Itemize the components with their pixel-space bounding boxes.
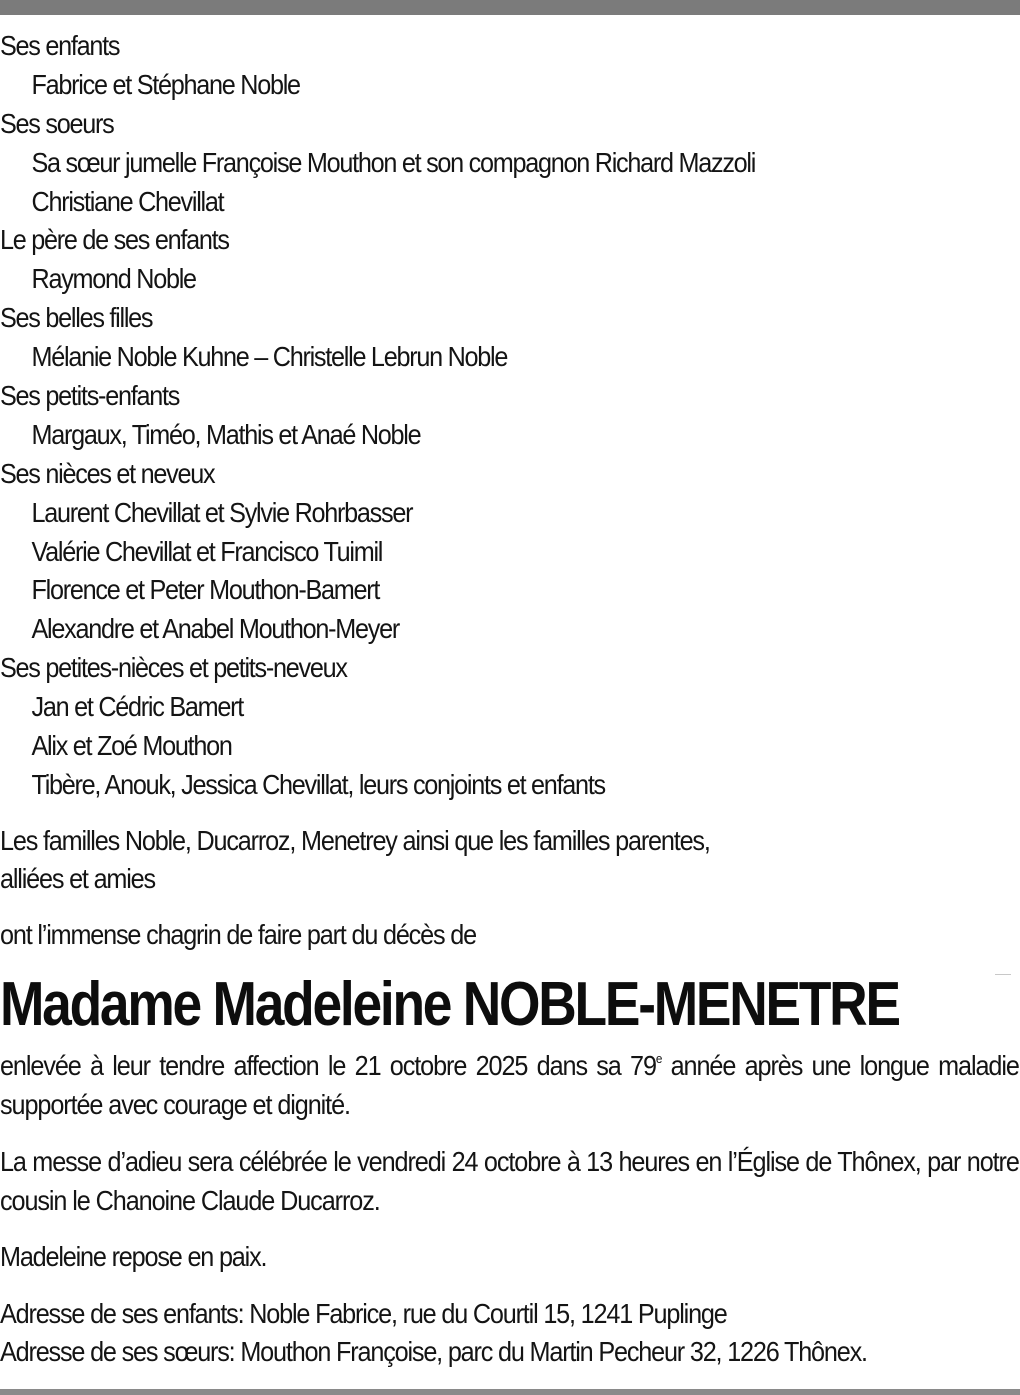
family-group-heading: Ses petits-enfants <box>0 380 180 412</box>
families-line: alliées et amies <box>0 863 155 895</box>
family-member: Valérie Chevillat et Francisco Tuimil <box>31 535 383 567</box>
deceased-paragraph <box>0 1046 1019 1124</box>
family-member: Mélanie Noble Kuhne – Christelle Lebrun Noble <box>31 341 508 373</box>
announcement-intro: ont l’immense chagrin de faire part du décès de <box>0 918 476 950</box>
family-member: Christiane Chevillat <box>31 185 224 217</box>
family-list <box>0 27 1020 805</box>
family-group-heading: Ses petites-nièces et petits-neveux <box>0 652 347 684</box>
address-sisters: Adresse de ses sœurs: Mouthon Françoise, parc du Martin Pecheur 32, 1226 Thônex. <box>0 1336 867 1368</box>
family-group-heading: Ses belles filles <box>0 302 153 334</box>
family-group-heading: Ses nièces et neveux <box>0 457 215 489</box>
family-member: Margaux, Timéo, Mathis et Anaé Noble <box>31 418 421 450</box>
deceased-name: Madame Madeleine NOBLE-MENETRE <box>0 970 899 1040</box>
family-member: Laurent Chevillat et Sylvie Rohrbasser <box>31 496 413 528</box>
family-member: Alix et Zoé Mouthon <box>31 730 232 762</box>
deceased-text-end: année après une longue maladie supportée avec courage et dignité. <box>0 1050 1019 1121</box>
family-group-heading: Ses soeurs <box>0 107 114 139</box>
deceased-text: enlevée à leur tendre affection le 21 octobre 2025 dans sa 79 <box>0 1050 656 1082</box>
top-divider <box>0 0 1020 15</box>
families-paragraph <box>0 822 918 899</box>
bottom-divider <box>0 1389 1020 1395</box>
address-children: Adresse de ses enfants: Noble Fabrice, rue du Courtil 15, 1241 Puplinge <box>0 1297 727 1329</box>
family-member: Jan et Cédric Bamert <box>31 691 243 723</box>
ordinal-suffix: e <box>655 1051 662 1067</box>
decorative-dash <box>995 974 1011 975</box>
peace-paragraph: Madeleine repose en paix. <box>0 1241 267 1273</box>
family-member: Tibère, Anouk, Jessica Chevillat, leurs conjoints et enfants <box>31 768 605 800</box>
family-member: Alexandre et Anabel Mouthon-Meyer <box>31 613 399 645</box>
families-line: Les familles Noble, Ducarroz, Menetrey ainsi que les familles parentes, <box>0 824 710 856</box>
mass-paragraph: La messe d’adieu sera célébrée le vendredi 24 octobre à 13 heures en l’Église de Thônex, par notre cousin le Chanoine Claude Ducarroz. <box>0 1146 1019 1217</box>
family-member: Sa sœur jumelle Françoise Mouthon et son compagnon Richard Mazzoli <box>31 146 756 178</box>
family-group-heading: Le père de ses enfants <box>0 224 229 256</box>
family-member: Florence et Peter Mouthon-Bamert <box>31 574 380 606</box>
family-member: Fabrice et Stéphane Noble <box>31 68 300 100</box>
family-group-heading: Ses enfants <box>0 30 120 61</box>
addresses <box>0 1295 918 1372</box>
obituary-notice <box>0 27 1020 1372</box>
family-member: Raymond Noble <box>31 263 196 295</box>
